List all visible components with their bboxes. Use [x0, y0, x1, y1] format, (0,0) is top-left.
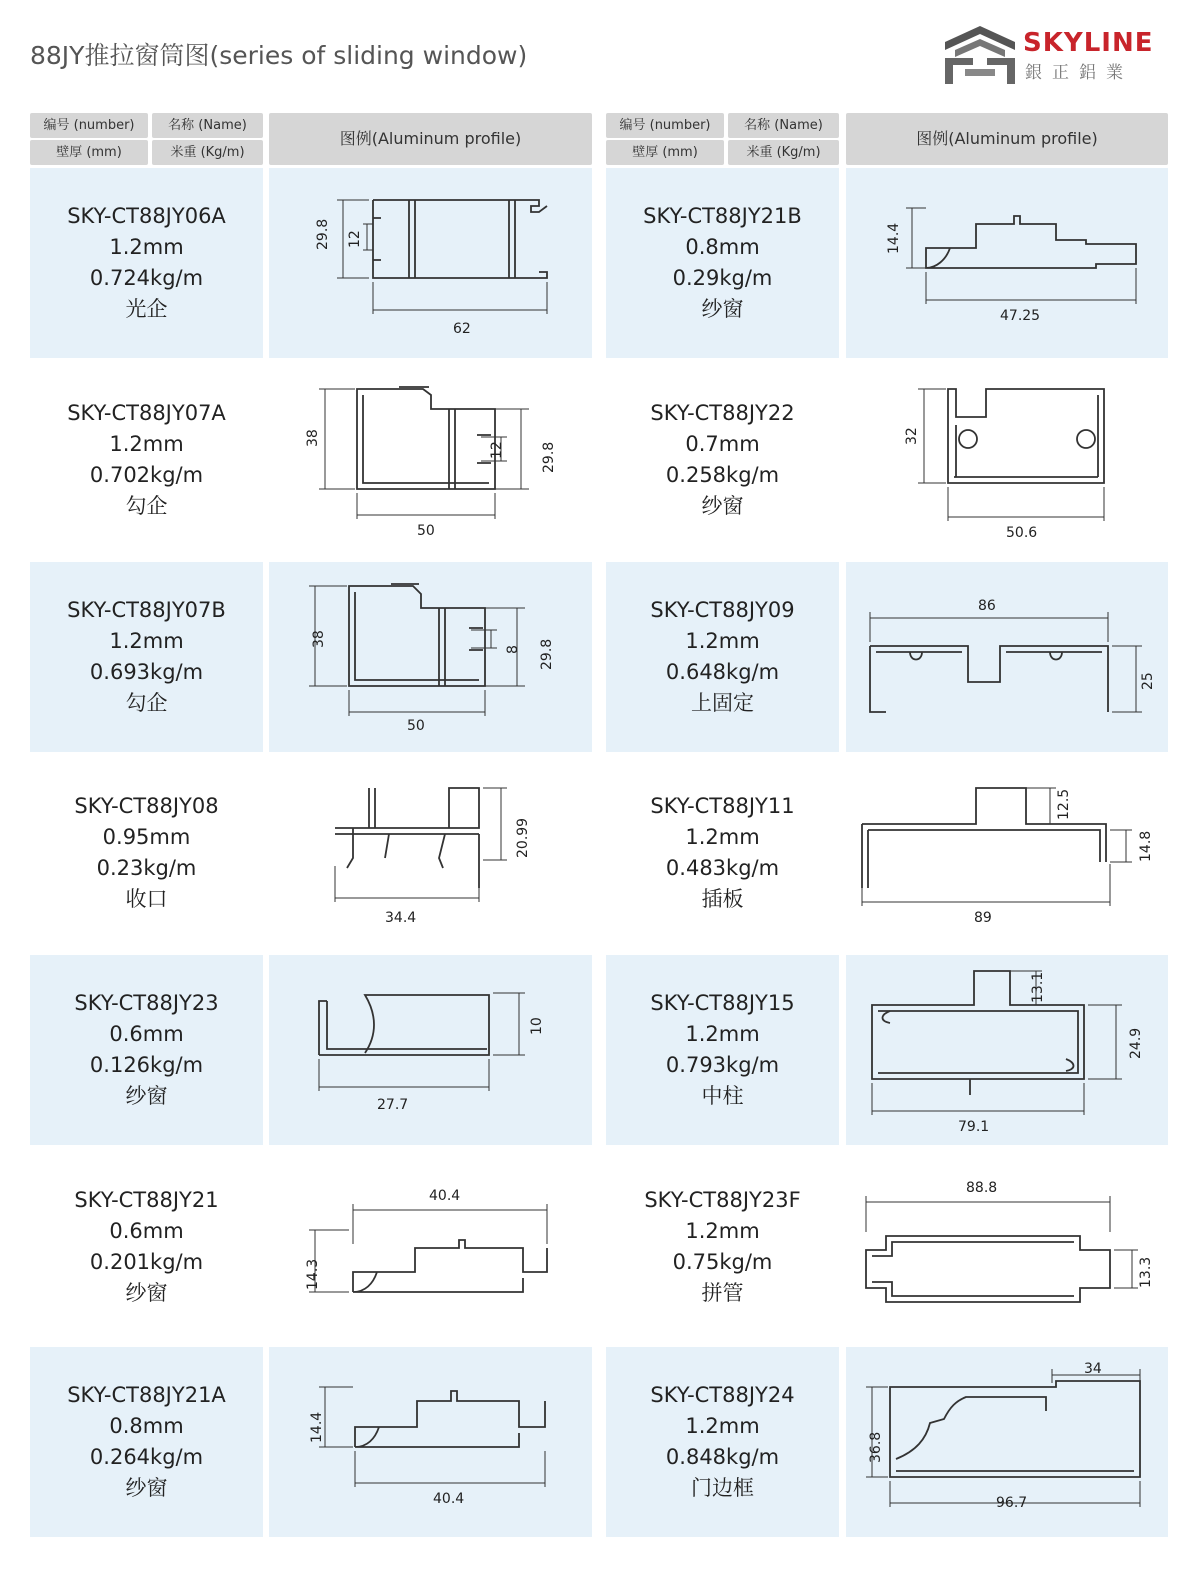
- dimension-label: 50: [407, 718, 425, 734]
- product-weight: 0.848kg/m: [665, 1445, 780, 1469]
- dimension-label: 25: [1140, 672, 1156, 690]
- profile-drawing: [269, 758, 592, 948]
- dimension-label: 14.3: [305, 1258, 321, 1290]
- profile-drawing: [269, 1347, 592, 1537]
- product-name: 上固定: [691, 691, 754, 715]
- product-info: [30, 1347, 263, 1537]
- product-thickness: 1.2mm: [109, 432, 184, 456]
- product-weight: 0.264kg/m: [89, 1445, 204, 1469]
- dimension-label: 40.4: [429, 1188, 461, 1204]
- dimension-label: 29.8: [541, 441, 557, 473]
- dimension-label: 14.8: [1138, 830, 1154, 862]
- dimension-label: 36.8: [868, 1431, 884, 1463]
- product-info: [606, 365, 839, 555]
- product-thickness: 0.7mm: [685, 432, 760, 456]
- product-name: 勾企: [125, 494, 168, 518]
- product-name: 收口: [125, 887, 168, 911]
- dimension-label: 12.5: [1056, 788, 1072, 820]
- product-info: [30, 168, 263, 358]
- product-info: [606, 1152, 839, 1342]
- product-name: 光企: [125, 297, 168, 321]
- dimension-label: 38: [311, 630, 327, 648]
- product-thickness: 1.2mm: [685, 1022, 760, 1046]
- product-info: [606, 758, 839, 948]
- product-code: SKY-CT88JY15: [650, 991, 795, 1015]
- product-row: [0, 365, 1200, 555]
- header-weight: 米重 (Kg/m): [728, 140, 839, 165]
- brand-logo: [943, 24, 1168, 86]
- product-code: SKY-CT88JY21B: [643, 204, 802, 228]
- product-thickness: 1.2mm: [109, 629, 184, 653]
- product-code: SKY-CT88JY23: [74, 991, 219, 1015]
- product-weight: 0.648kg/m: [665, 660, 780, 684]
- dimension-label: 79.1: [958, 1119, 990, 1135]
- profile-drawing: [846, 955, 1168, 1145]
- product-name: 中柱: [701, 1084, 744, 1108]
- product-code: SKY-CT88JY21: [74, 1188, 219, 1212]
- header-profile: 图例(Aluminum profile): [846, 113, 1168, 165]
- dimension-label: 27.7: [377, 1097, 409, 1113]
- dimension-label: 14.4: [309, 1411, 325, 1443]
- product-code: SKY-CT88JY11: [650, 794, 795, 818]
- product-code: SKY-CT88JY23F: [644, 1188, 801, 1212]
- dimension-label: 24.9: [1128, 1027, 1144, 1059]
- product-weight: 0.793kg/m: [665, 1053, 780, 1077]
- product-weight: 0.23kg/m: [96, 856, 197, 880]
- product-code: SKY-CT88JY07A: [67, 401, 226, 425]
- product-weight: 0.75kg/m: [672, 1250, 773, 1274]
- profile-drawing: [269, 365, 592, 555]
- product-weight: 0.258kg/m: [665, 463, 780, 487]
- product-row: [0, 758, 1200, 948]
- header-profile: 图例(Aluminum profile): [269, 113, 592, 165]
- profile-drawing: [846, 365, 1168, 555]
- product-name: 纱窗: [701, 297, 744, 321]
- product-weight: 0.693kg/m: [89, 660, 204, 684]
- product-name: 纱窗: [125, 1084, 168, 1108]
- product-code: SKY-CT88JY21A: [67, 1383, 226, 1407]
- product-weight: 0.126kg/m: [89, 1053, 204, 1077]
- dimension-label: 10: [529, 1017, 545, 1035]
- product-name: 插板: [701, 887, 744, 911]
- dimension-label: 32: [904, 427, 920, 445]
- product-thickness: 1.2mm: [685, 1219, 760, 1243]
- brand-chinese-name: 銀正鋁業: [1025, 63, 1133, 83]
- header-weight: 米重 (Kg/m): [152, 140, 263, 165]
- profile-drawing: [846, 1347, 1168, 1537]
- product-name: 勾企: [125, 691, 168, 715]
- product-info: [30, 955, 263, 1145]
- product-thickness: 1.2mm: [685, 825, 760, 849]
- product-code: SKY-CT88JY09: [650, 598, 795, 622]
- table-header-right: [606, 113, 1168, 165]
- product-info: [30, 1152, 263, 1342]
- product-thickness: 1.2mm: [109, 235, 184, 259]
- product-code: SKY-CT88JY22: [650, 401, 795, 425]
- product-weight: 0.702kg/m: [89, 463, 204, 487]
- header-thickness: 壁厚 (mm): [606, 140, 724, 165]
- product-row: [0, 955, 1200, 1145]
- product-info: [606, 1347, 839, 1537]
- dimension-label: 13.3: [1138, 1256, 1154, 1288]
- product-code: SKY-CT88JY24: [650, 1383, 795, 1407]
- profile-drawing: [269, 168, 592, 358]
- dimension-label: 40.4: [433, 1491, 465, 1507]
- product-row: [0, 562, 1200, 752]
- header-number: 编号 (number): [606, 113, 724, 138]
- page-title: 88JY推拉窗筒图(series of sliding window): [30, 41, 528, 70]
- header-name: 名称 (Name): [728, 113, 839, 138]
- product-name: 纱窗: [701, 494, 744, 518]
- product-name: 纱窗: [125, 1476, 168, 1500]
- profile-drawing: [846, 168, 1168, 358]
- dimension-label: 13.1: [1030, 971, 1046, 1003]
- profile-drawing: [846, 562, 1168, 752]
- product-thickness: 1.2mm: [685, 629, 760, 653]
- dimension-label: 47.25: [1000, 308, 1041, 324]
- product-weight: 0.29kg/m: [672, 266, 773, 290]
- product-name: 门边框: [691, 1476, 754, 1500]
- product-code: SKY-CT88JY07B: [67, 598, 226, 622]
- profile-drawing: [846, 758, 1168, 948]
- dimension-label: 29.8: [315, 218, 331, 250]
- brand-name: SKYLINE: [1023, 28, 1154, 58]
- dimension-label: 86: [978, 598, 996, 614]
- dimension-label: 88.8: [966, 1180, 998, 1196]
- profile-drawing: [269, 955, 592, 1145]
- product-info: [30, 758, 263, 948]
- product-thickness: 0.95mm: [102, 825, 191, 849]
- header-name: 名称 (Name): [152, 113, 263, 138]
- dimension-label: 50: [417, 523, 435, 539]
- product-row: [0, 1152, 1200, 1342]
- product-weight: 0.201kg/m: [89, 1250, 204, 1274]
- dimension-label: 34: [1084, 1361, 1102, 1377]
- product-info: [606, 955, 839, 1145]
- product-thickness: 1.2mm: [685, 1414, 760, 1438]
- product-thickness: 0.6mm: [109, 1219, 184, 1243]
- product-thickness: 0.8mm: [109, 1414, 184, 1438]
- dimension-label: 50.6: [1006, 525, 1038, 541]
- dimension-label: 29.8: [539, 638, 555, 670]
- dimension-label: 12: [489, 441, 505, 459]
- skyline-logo-icon: [943, 24, 1017, 86]
- product-info: [606, 562, 839, 752]
- product-info: [30, 562, 263, 752]
- dimension-label: 14.4: [886, 222, 902, 254]
- product-code: SKY-CT88JY08: [74, 794, 219, 818]
- header-thickness: 壁厚 (mm): [30, 140, 148, 165]
- profile-drawing: [846, 1152, 1168, 1342]
- product-info: [606, 168, 839, 358]
- dimension-label: 8: [505, 645, 521, 654]
- product-code: SKY-CT88JY06A: [67, 204, 226, 228]
- dimension-label: 38: [305, 429, 321, 447]
- dimension-label: 34.4: [385, 910, 417, 926]
- product-weight: 0.483kg/m: [665, 856, 780, 880]
- dimension-label: 12: [347, 230, 363, 248]
- profile-drawing: [269, 1152, 592, 1342]
- product-name: 拼管: [701, 1281, 744, 1305]
- dimension-label: 89: [974, 910, 992, 926]
- dimension-label: 20.99: [515, 817, 531, 858]
- dimension-label: 62: [453, 321, 471, 337]
- product-name: 纱窗: [125, 1281, 168, 1305]
- header-number: 编号 (number): [30, 113, 148, 138]
- profile-drawing: [269, 562, 592, 752]
- product-row: [0, 1347, 1200, 1537]
- product-info: [30, 365, 263, 555]
- table-header-left: [30, 113, 592, 165]
- product-thickness: 0.6mm: [109, 1022, 184, 1046]
- product-row: [0, 168, 1200, 358]
- dimension-label: 96.7: [996, 1495, 1028, 1511]
- product-thickness: 0.8mm: [685, 235, 760, 259]
- product-weight: 0.724kg/m: [89, 266, 204, 290]
